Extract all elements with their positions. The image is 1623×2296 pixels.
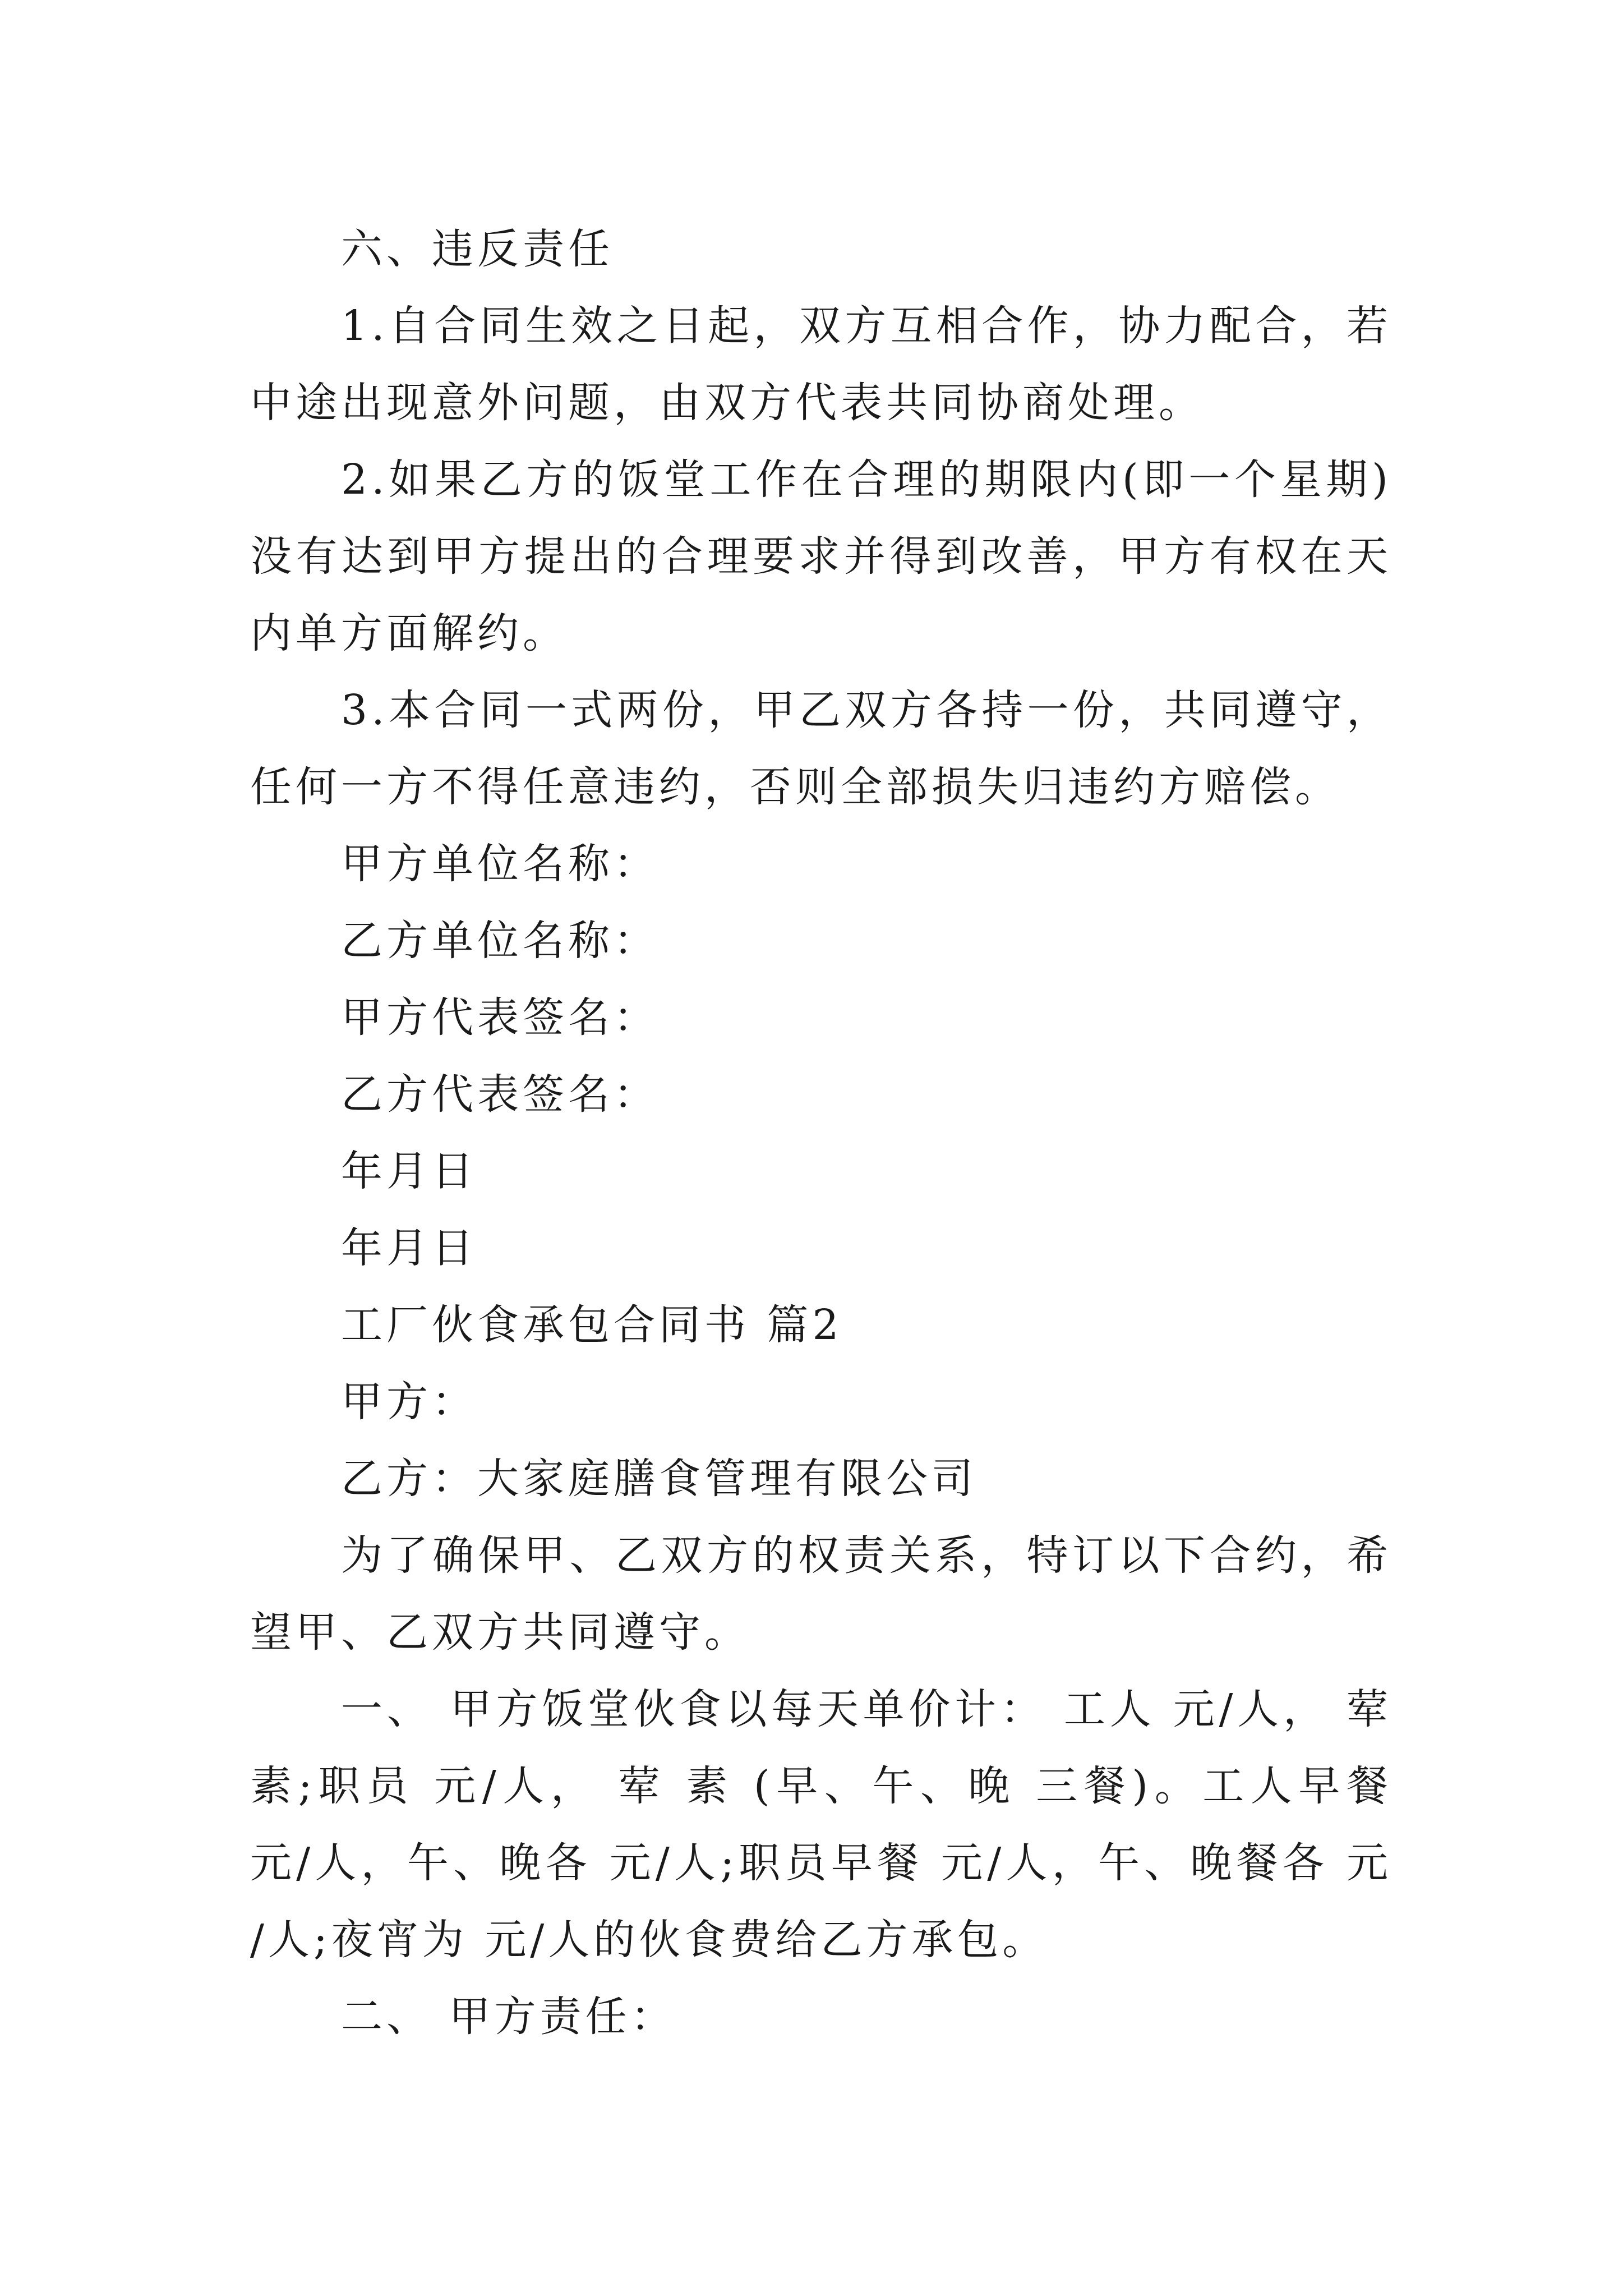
clause-2: 2.如果乙方的饭堂工作在合理的期限内(即一个星期)没有达到甲方提出的合理要求并得到改善，甲方有权在天内单方面解约。 xyxy=(250,455,1392,657)
party-a-signature-line: 甲方代表签名： xyxy=(341,993,659,1042)
clause-3: 3.本合同一式两份，甲乙双方各持一份，共同遵守，任何一方不得任意违约，否则全部损失归违约方赔偿。 xyxy=(250,686,1392,811)
party-a-name-line: 甲方单位名称： xyxy=(341,840,659,888)
party-b-signature-line: 乙方代表签名： xyxy=(341,1070,659,1119)
document-body xyxy=(250,211,1392,2055)
section-heading-violation: 六、违反责任 xyxy=(341,225,614,273)
contract-title-part-2: 工厂伙食承包合同书 篇2 xyxy=(341,1301,843,1349)
party-b-line: 乙方：大家庭膳食管理有限公司 xyxy=(341,1455,977,1503)
article-1-pricing: 一、 甲方饭堂伙食以每天单价计： 工人 元/人， 荤素;职员 元/人， 荤 素 (早、午、晚 三餐)。工人早餐 元/人，午、晚各 元/人;职员早餐 元/人，午、晚餐各 元 /人;夜宵为 元/人的伙食费给乙方承包。 xyxy=(250,1685,1392,1964)
party-b-name-line: 乙方单位名称： xyxy=(341,917,659,965)
party-a-line: 甲方： xyxy=(341,1378,477,1426)
preamble: 为了确保甲、乙双方的权责关系，特订以下合约，希望甲、乙双方共同遵守。 xyxy=(250,1531,1392,1657)
date-line-b: 年月日 xyxy=(341,1224,477,1272)
date-line-a: 年月日 xyxy=(341,1147,477,1195)
clause-1: 1.自合同生效之日起，双方互相合作，协力配合，若中途出现意外问题，由双方代表共同协商处理。 xyxy=(250,302,1392,427)
article-2-heading: 二、 甲方责任： xyxy=(341,1993,676,2041)
